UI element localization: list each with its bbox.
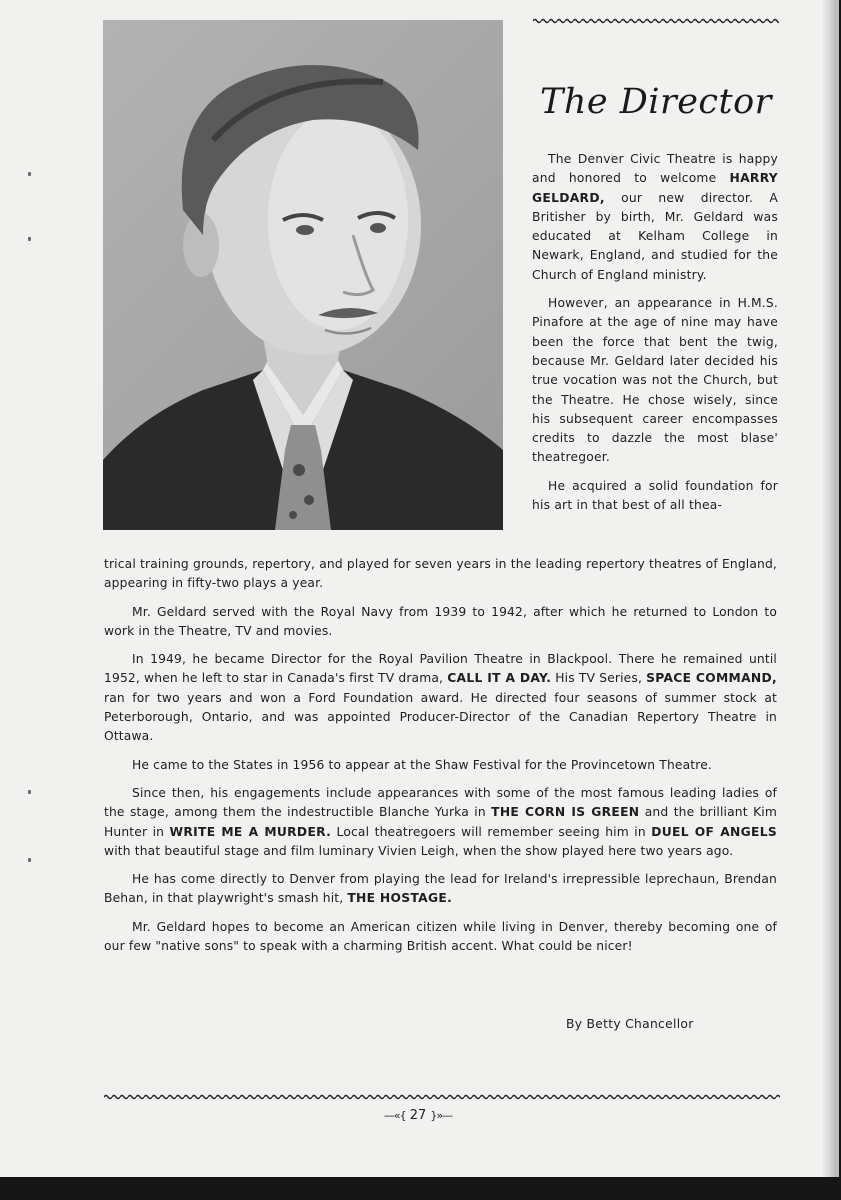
folio-ornament-left: —«{ <box>383 1109 406 1122</box>
paragraph-text: Mr. Geldard hopes to become an American citizen while living in Denver, thereby becoming one of our few "native sons" to speak with a charming British accent. What could be nicer! <box>104 919 777 954</box>
paragraph-text: ran for two years and won a Ford Foundation award. He directed four seasons of summer stock at Peterborough, Ontario, and was appointed Producer-Director of the Canadian Repertory Theatre in Ottawa. <box>104 690 777 744</box>
paper-speck <box>28 858 31 862</box>
body-paragraph <box>104 918 777 957</box>
bold-title-text: DUEL OF ANGELS <box>651 824 777 839</box>
paragraph-text: trical training grounds, repertory, and played for seven years in the leading repertory theatres of England, appearing in fifty-two plays a year. <box>104 557 777 591</box>
author-byline: By Betty Chancellor <box>566 1017 694 1031</box>
bold-title-text: THE CORN IS GREEN <box>491 805 640 820</box>
sidebar-text-column <box>532 150 778 524</box>
decorative-wavy-rule-bottom <box>104 1093 780 1101</box>
paragraph-text: Mr. Geldard served with the Royal Navy from 1939 to 1942, after which he returned to London to work in the Theatre, TV and movies. <box>104 604 777 638</box>
paragraph-text: He acquired a solid foundation for his art in that best of all thea- <box>532 478 778 513</box>
paragraph-text: Local theatregoers will remember seeing him in <box>331 824 652 839</box>
paragraph-text: However, an appearance in H.M.S. Pinafore at the age of nine may have been the force that bent the twig, because Mr. Geldard later decided his true vocation was not the Church, but the Theatre. He chose wisely, since his subsequent career encompasses credits to dazzle the most blase' theatregoer. <box>532 296 778 465</box>
bold-title-text: HARRY GELDARD, <box>532 171 778 205</box>
paper-speck <box>28 790 31 794</box>
bold-title-text: WRITE ME A MURDER. <box>169 824 332 839</box>
paper-speck <box>28 237 31 241</box>
paragraph-text: He came to the States in 1956 to appear at the Shaw Festival for the Provincetown Theatre. <box>132 757 712 772</box>
sidebar-paragraph <box>532 150 778 285</box>
body-paragraph <box>104 756 777 775</box>
paragraph-text: The Denver Civic Theatre is happy and honored to welcome <box>532 152 778 186</box>
portrait-illustration <box>103 20 503 530</box>
page-edge-shadow <box>823 0 836 1177</box>
paragraph-text: In 1949, he became Director for the Royal Pavilion Theatre in Blackpool. There he remained until 1952, when he left to star in Canada's first TV drama, <box>104 652 777 686</box>
article-body <box>104 555 777 965</box>
decorative-wavy-rule-top <box>533 17 779 25</box>
page-number: 27 <box>409 1108 427 1123</box>
body-paragraph <box>104 870 777 909</box>
sidebar-paragraph <box>532 477 778 516</box>
bold-title-text: CALL IT A DAY. <box>447 671 552 686</box>
paragraph-text: with that beautiful stage and film luminary Vivien Leigh, when the show played here two years ago. <box>104 843 734 858</box>
body-paragraph <box>104 784 777 861</box>
body-paragraph <box>104 650 777 746</box>
sidebar-paragraph <box>532 294 778 468</box>
page-folio <box>0 1108 836 1123</box>
paper-speck <box>28 172 31 176</box>
paragraph-text: His TV Series, <box>551 671 647 686</box>
body-paragraph <box>104 603 777 642</box>
paragraph-text: Since then, his engagements include appearances with some of the most famous leading ladies of the stage, among them the indestructible Blanche Yurka in <box>104 785 777 820</box>
article-title: The Director <box>540 82 772 122</box>
paragraph-text: and the brilliant Kim Hunter in <box>104 805 777 839</box>
folio-ornament-right: }»— <box>430 1109 453 1122</box>
director-portrait-photo <box>103 20 503 530</box>
bold-title-text: THE HOSTAGE. <box>347 891 453 906</box>
paragraph-text: He has come directly to Denver from playing the lead for Ireland's irrepressible leprechaun, Brendan Behan, in that playwright's smash hit, <box>104 872 777 906</box>
body-paragraph <box>104 555 777 594</box>
paragraph-text: our new director. A Britisher by birth, Mr. Geldard was educated at Kelham College in Newark, England, and studied for the Church of England ministry. <box>532 190 778 282</box>
bold-title-text: SPACE COMMAND, <box>646 671 777 686</box>
